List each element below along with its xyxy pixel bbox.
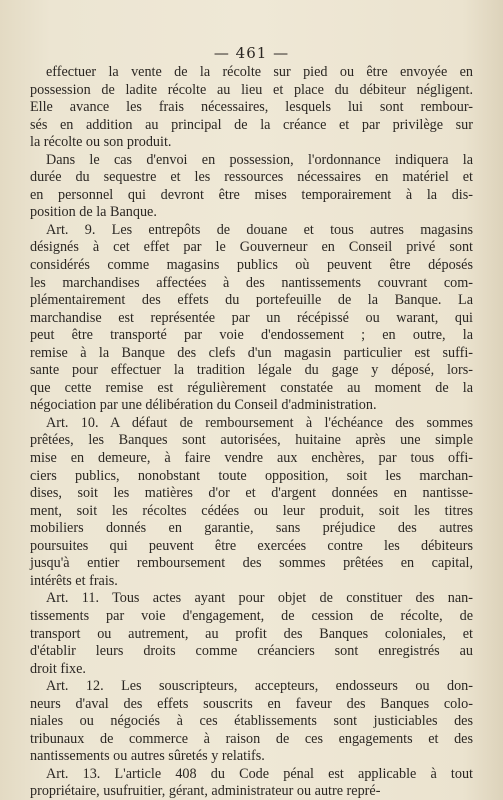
text-line: propriétaire, usufruitier, gérant, administrateur ou autre repré- xyxy=(30,783,381,800)
text-line: remise à la Banque des clefs d'un magasin particulier est suffi- xyxy=(30,344,473,361)
text-line: Elle avance les frais nécessaires, lesquels lui sont rembour- xyxy=(30,99,473,116)
text-line: nantissements ou autres sûretés y relatifs. xyxy=(30,748,265,765)
paragraph xyxy=(30,152,473,222)
text-line: désignés à cet effet par le Gouverneur en Conseil privé sont xyxy=(30,239,473,256)
text-line: position de la Banque. xyxy=(30,204,157,221)
text-line: les marchandises affectées à des nantissements couvrant com- xyxy=(30,274,473,291)
text-line: intérêts et frais. xyxy=(30,572,118,589)
paragraph xyxy=(30,590,473,678)
text-line: considérés comme magasins publics où peuvent être déposés xyxy=(30,257,473,274)
text-line: transport ou autrement, au profit des Banques coloniales, et xyxy=(30,625,473,642)
text-line: plémentairement des effets du portefeuille de la Banque. La xyxy=(30,292,473,309)
text-line: Art. 11. Tous actes ayant pour objet de constituer des nan- xyxy=(46,590,473,607)
paragraph xyxy=(30,766,473,800)
text-line: en personnel qui devront être mises temporairement à la dis- xyxy=(30,186,473,203)
text-line: Art. 10. A défaut de remboursement à l'échéance des sommes xyxy=(46,414,473,431)
page-body-text xyxy=(30,64,473,800)
text-line: dises, soit les matières d'or et d'argent données en nantisse- xyxy=(30,485,473,502)
text-line: que cette remise est régulièrement constatée au moment de la xyxy=(30,379,473,396)
text-line: neurs d'aval des effets souscrits en faveur des Banques colo- xyxy=(30,695,473,712)
text-line: possession de ladite récolte au lieu et place du débiteur négligent. xyxy=(30,81,473,98)
text-line: sante pour effectuer la tradition légale du gage y déposé, lors- xyxy=(30,362,473,379)
text-line: tribunaux de commerce à raison de ces engagements et des xyxy=(30,730,473,747)
text-line: mise en demeure, à faire vendre aux enchères, par tous offi- xyxy=(30,450,473,467)
text-line: durée du sequestre et les ressources nécessaires en matériel et xyxy=(30,169,473,186)
text-line: peut être transporté par voie d'endossement ; en outre, la xyxy=(30,327,473,344)
text-line: Dans le cas d'envoi en possession, l'ordonnance indiquera la xyxy=(46,151,473,168)
text-line: jusqu'à entier remboursement des sommes prêtées en capital, xyxy=(30,555,473,572)
text-line: marchandise est représentée par un récépissé ou warant, qui xyxy=(30,309,473,326)
text-line: niales ou négociés à ces établissements sont justiciables des xyxy=(30,713,473,730)
text-line: mobiliers donnés en garantie, sans préjudice des autres xyxy=(30,520,473,537)
page-number: — 461 — xyxy=(213,44,290,62)
text-line: tissements par voie d'engagement, de cession de récolte, de xyxy=(30,607,473,624)
text-line: ment, soit les récoltes cédées ou leur produit, soit les titres xyxy=(30,502,473,519)
text-line: Art. 9. Les entrepôts de douane et tous autres magasins xyxy=(46,221,473,238)
text-line: la récolte ou son produit. xyxy=(30,134,172,151)
text-line: effectuer la vente de la récolte sur pied ou être envoyée en xyxy=(46,64,473,80)
paragraph xyxy=(30,64,473,152)
paragraph xyxy=(30,678,473,766)
paragraph xyxy=(30,222,473,415)
text-line: Art. 13. L'article 408 du Code pénal est applicable à tout xyxy=(46,765,473,782)
text-line: ciers publics, nonobstant toute opposition, soit les marchan- xyxy=(30,467,473,484)
text-line: droit fixe. xyxy=(30,660,86,677)
text-line: négociation par une délibération du Conseil d'administration. xyxy=(30,397,377,414)
text-line: d'établir leurs droits comme créanciers sont enregistrés au xyxy=(30,643,473,660)
text-line: poursuites qui peuvent être exercées contre les débiteurs xyxy=(30,537,473,554)
text-line: prêtées, les Banques sont autorisées, huitaine après une simple xyxy=(30,432,473,449)
text-line: Art. 12. Les souscripteurs, accepteurs, endosseurs ou don- xyxy=(46,678,473,695)
text-line: sés en addition au principal de la créance et par privilège sur xyxy=(30,116,473,133)
paragraph xyxy=(30,415,473,590)
